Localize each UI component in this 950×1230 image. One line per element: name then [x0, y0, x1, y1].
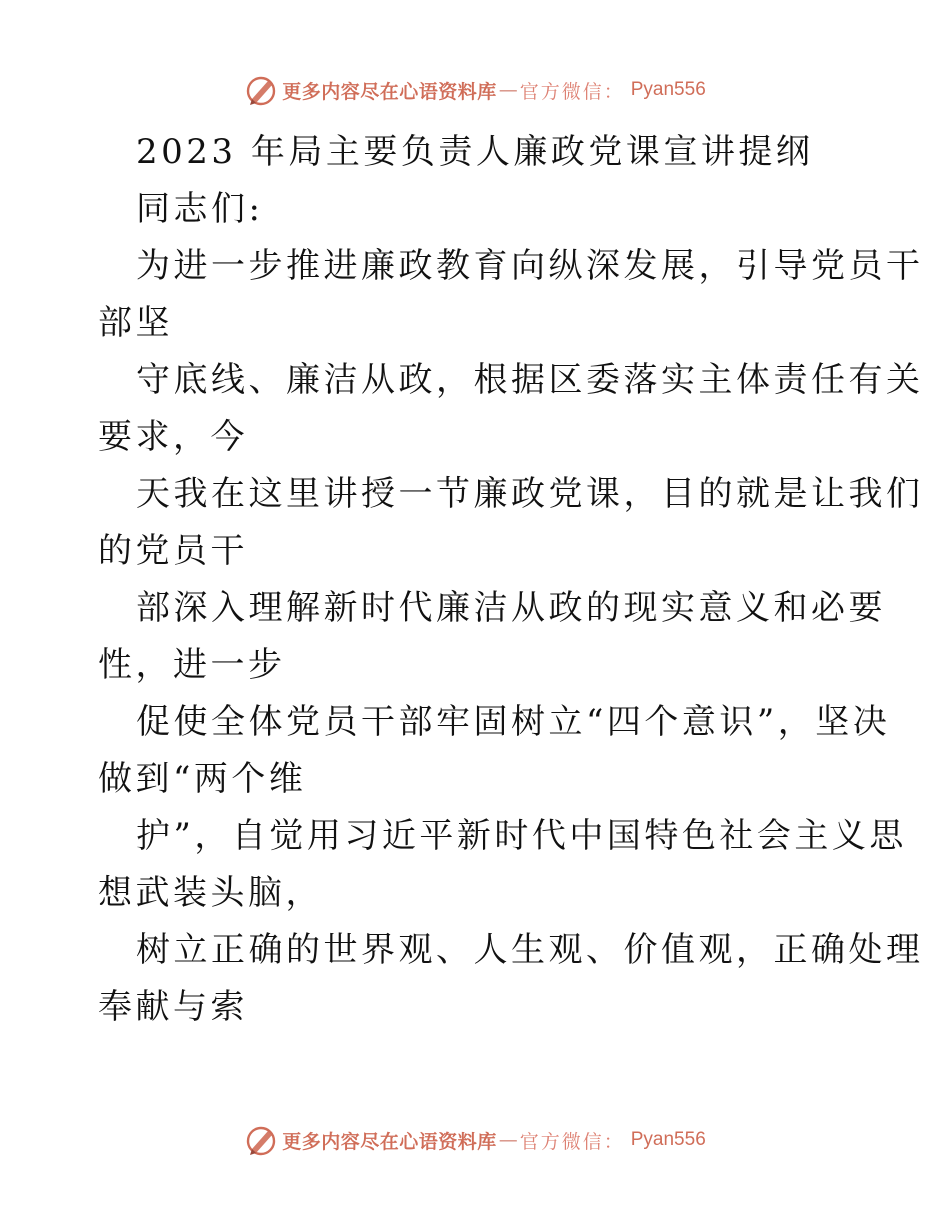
header-watermark [0, 70, 950, 110]
body-line: 守底线、廉洁从政，根据区委落实主体责任有关 [136, 360, 924, 400]
body-line: 树立正确的世界观、人生观、价值观，正确处理 [136, 930, 924, 970]
watermark-wechat-id: Pyan556 [630, 1129, 706, 1150]
body-line: 部深入理解新时代廉洁从政的现实意义和必要 [136, 588, 886, 628]
watermark-official-label: 官方微信： [519, 80, 625, 103]
pen-logo-icon [244, 1123, 278, 1157]
document-body [98, 124, 924, 1036]
watermark-brand: 更多内容尽在心语资料库 [282, 80, 497, 103]
footer-watermark [0, 1120, 950, 1160]
watermark-brand: 更多内容尽在心语资料库 [282, 1130, 497, 1153]
body-line: 想武装头脑， [98, 873, 323, 913]
pen-logo-icon [244, 73, 278, 107]
body-line: 性，进一步 [98, 645, 286, 685]
document-title: 2023 年局主要负责人廉政党课宣讲提纲 [136, 132, 814, 172]
watermark-dash: — [498, 1129, 518, 1151]
body-line: 要求，今 [98, 417, 248, 457]
body-line: 促使全体党员干部牢固树立“四个意识”，坚决 [136, 702, 891, 742]
body-line: 的党员干 [98, 531, 248, 571]
body-line: 天我在这里讲授一节廉政党课，目的就是让我们 [136, 474, 924, 514]
body-line: 做到“两个维 [98, 759, 307, 799]
watermark-official-label: 官方微信： [519, 1130, 625, 1153]
body-line: 奉献与索 [98, 987, 248, 1027]
watermark-wechat-id: Pyan556 [630, 79, 706, 100]
greeting: 同志们: [136, 189, 264, 229]
body-line: 部坚 [98, 303, 173, 343]
watermark-dash: — [498, 79, 518, 101]
body-line: 为进一步推进廉政教育向纵深发展，引导党员干 [136, 246, 924, 286]
body-line: 护”，自觉用习近平新时代中国特色社会主义思 [136, 816, 907, 856]
